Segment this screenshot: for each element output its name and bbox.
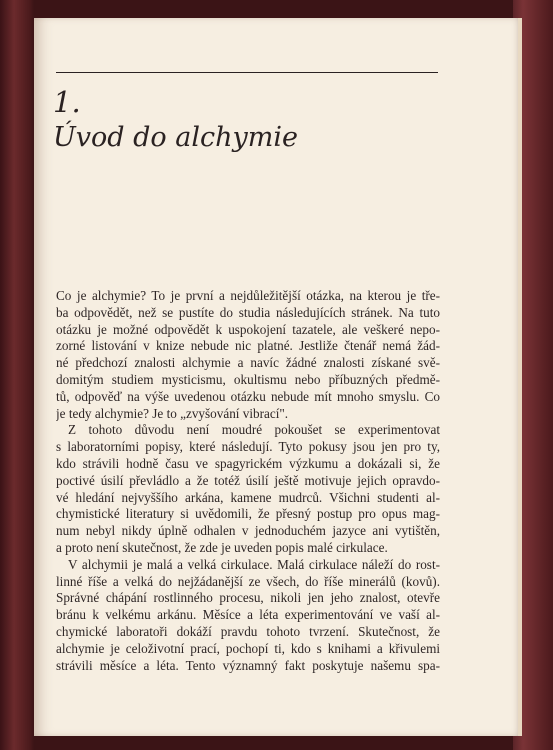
text-line: poctivé úsilí převládlo a že totéž úsilí ještě motivuje jejich opravdo- [56, 472, 440, 488]
text-line: Co je alchymie? To je první a nejdůležitější otázka, na kterou je tře- [56, 288, 440, 303]
text-line: Z tohoto důvodu není moudré pokoušet se experimentovat [68, 422, 440, 438]
chapter-title: Úvod do alchymie [53, 122, 298, 153]
text-line: chymické laboratoři dokáží pravdu tohoto tvrzení. Skutečnost, že [56, 623, 440, 639]
text-line: zorné listování v knize nebude nic platné. Jestliže čtenář nemá žád- [56, 338, 440, 354]
text-line: strávili měsíce a léta. Tento významný fakt poskytuje našemu spa- [56, 657, 440, 673]
text-line: linné říše a velká do nejžádanější ze všech, do říše minerálů (kovů). [56, 573, 440, 589]
text-line: domitým studiem mysticismu, okultismu nebo příbuzných předmě- [56, 371, 440, 387]
body-text [56, 288, 440, 674]
text-line: kdo strávili hodně času ve spagyrickém výzkumu a dokázali si, že [56, 455, 440, 471]
chapter-rule [56, 72, 438, 73]
text-line: Správné chápání rostlinného procesu, nikoli jen jeho znalost, otevře [56, 590, 440, 606]
text-line: num nebyl nikdy úplně odhalen v jednoduchém jazyce ani vytištěn, [56, 523, 440, 539]
text-line: vé hledání nejvyššího arkána, kamene mudrců. Všichni studenti al- [56, 489, 440, 505]
chapter-number: 1. [53, 85, 81, 119]
text-line: tů, odpověď na výše uvedenou otázku nebude mít mnoho smyslu. Co [56, 388, 440, 404]
text-line: bránu k velkému arkánu. Měsíce a léta experimentování ve vaší al- [56, 607, 440, 623]
text-line: ba odpovědět, než se pustíte do studia následujících stránek. Na tuto [56, 304, 440, 320]
text-line: né předchozí znalosti alchymie a navíc žádné znalosti získané svě- [56, 355, 440, 371]
text-line: otázku je možné odpovědět k uspokojení tazatele, ale veškeré nepo- [56, 321, 440, 337]
text-line: a proto není skutečnost, že zde je uveden popis malé cirkulace. [56, 539, 388, 555]
text-line: chymistické literatury si uvědomili, že přesný postup pro opus mag- [56, 506, 440, 522]
text-line: je tedy alchymie? Je to „zvyšování vibrací". [56, 405, 289, 421]
text-line: s laboratorními popisy, které následují. Tyto pokusy jsou jen pro ty, [56, 439, 440, 455]
page-edge [518, 18, 522, 736]
text-line: alchymie je celoživotní prací, pochopí ti, kdo s knihami a křivulemi [56, 640, 440, 656]
text-line: V alchymii je malá a velká cirkulace. Malá cirkulace náleží do rost- [68, 556, 440, 572]
